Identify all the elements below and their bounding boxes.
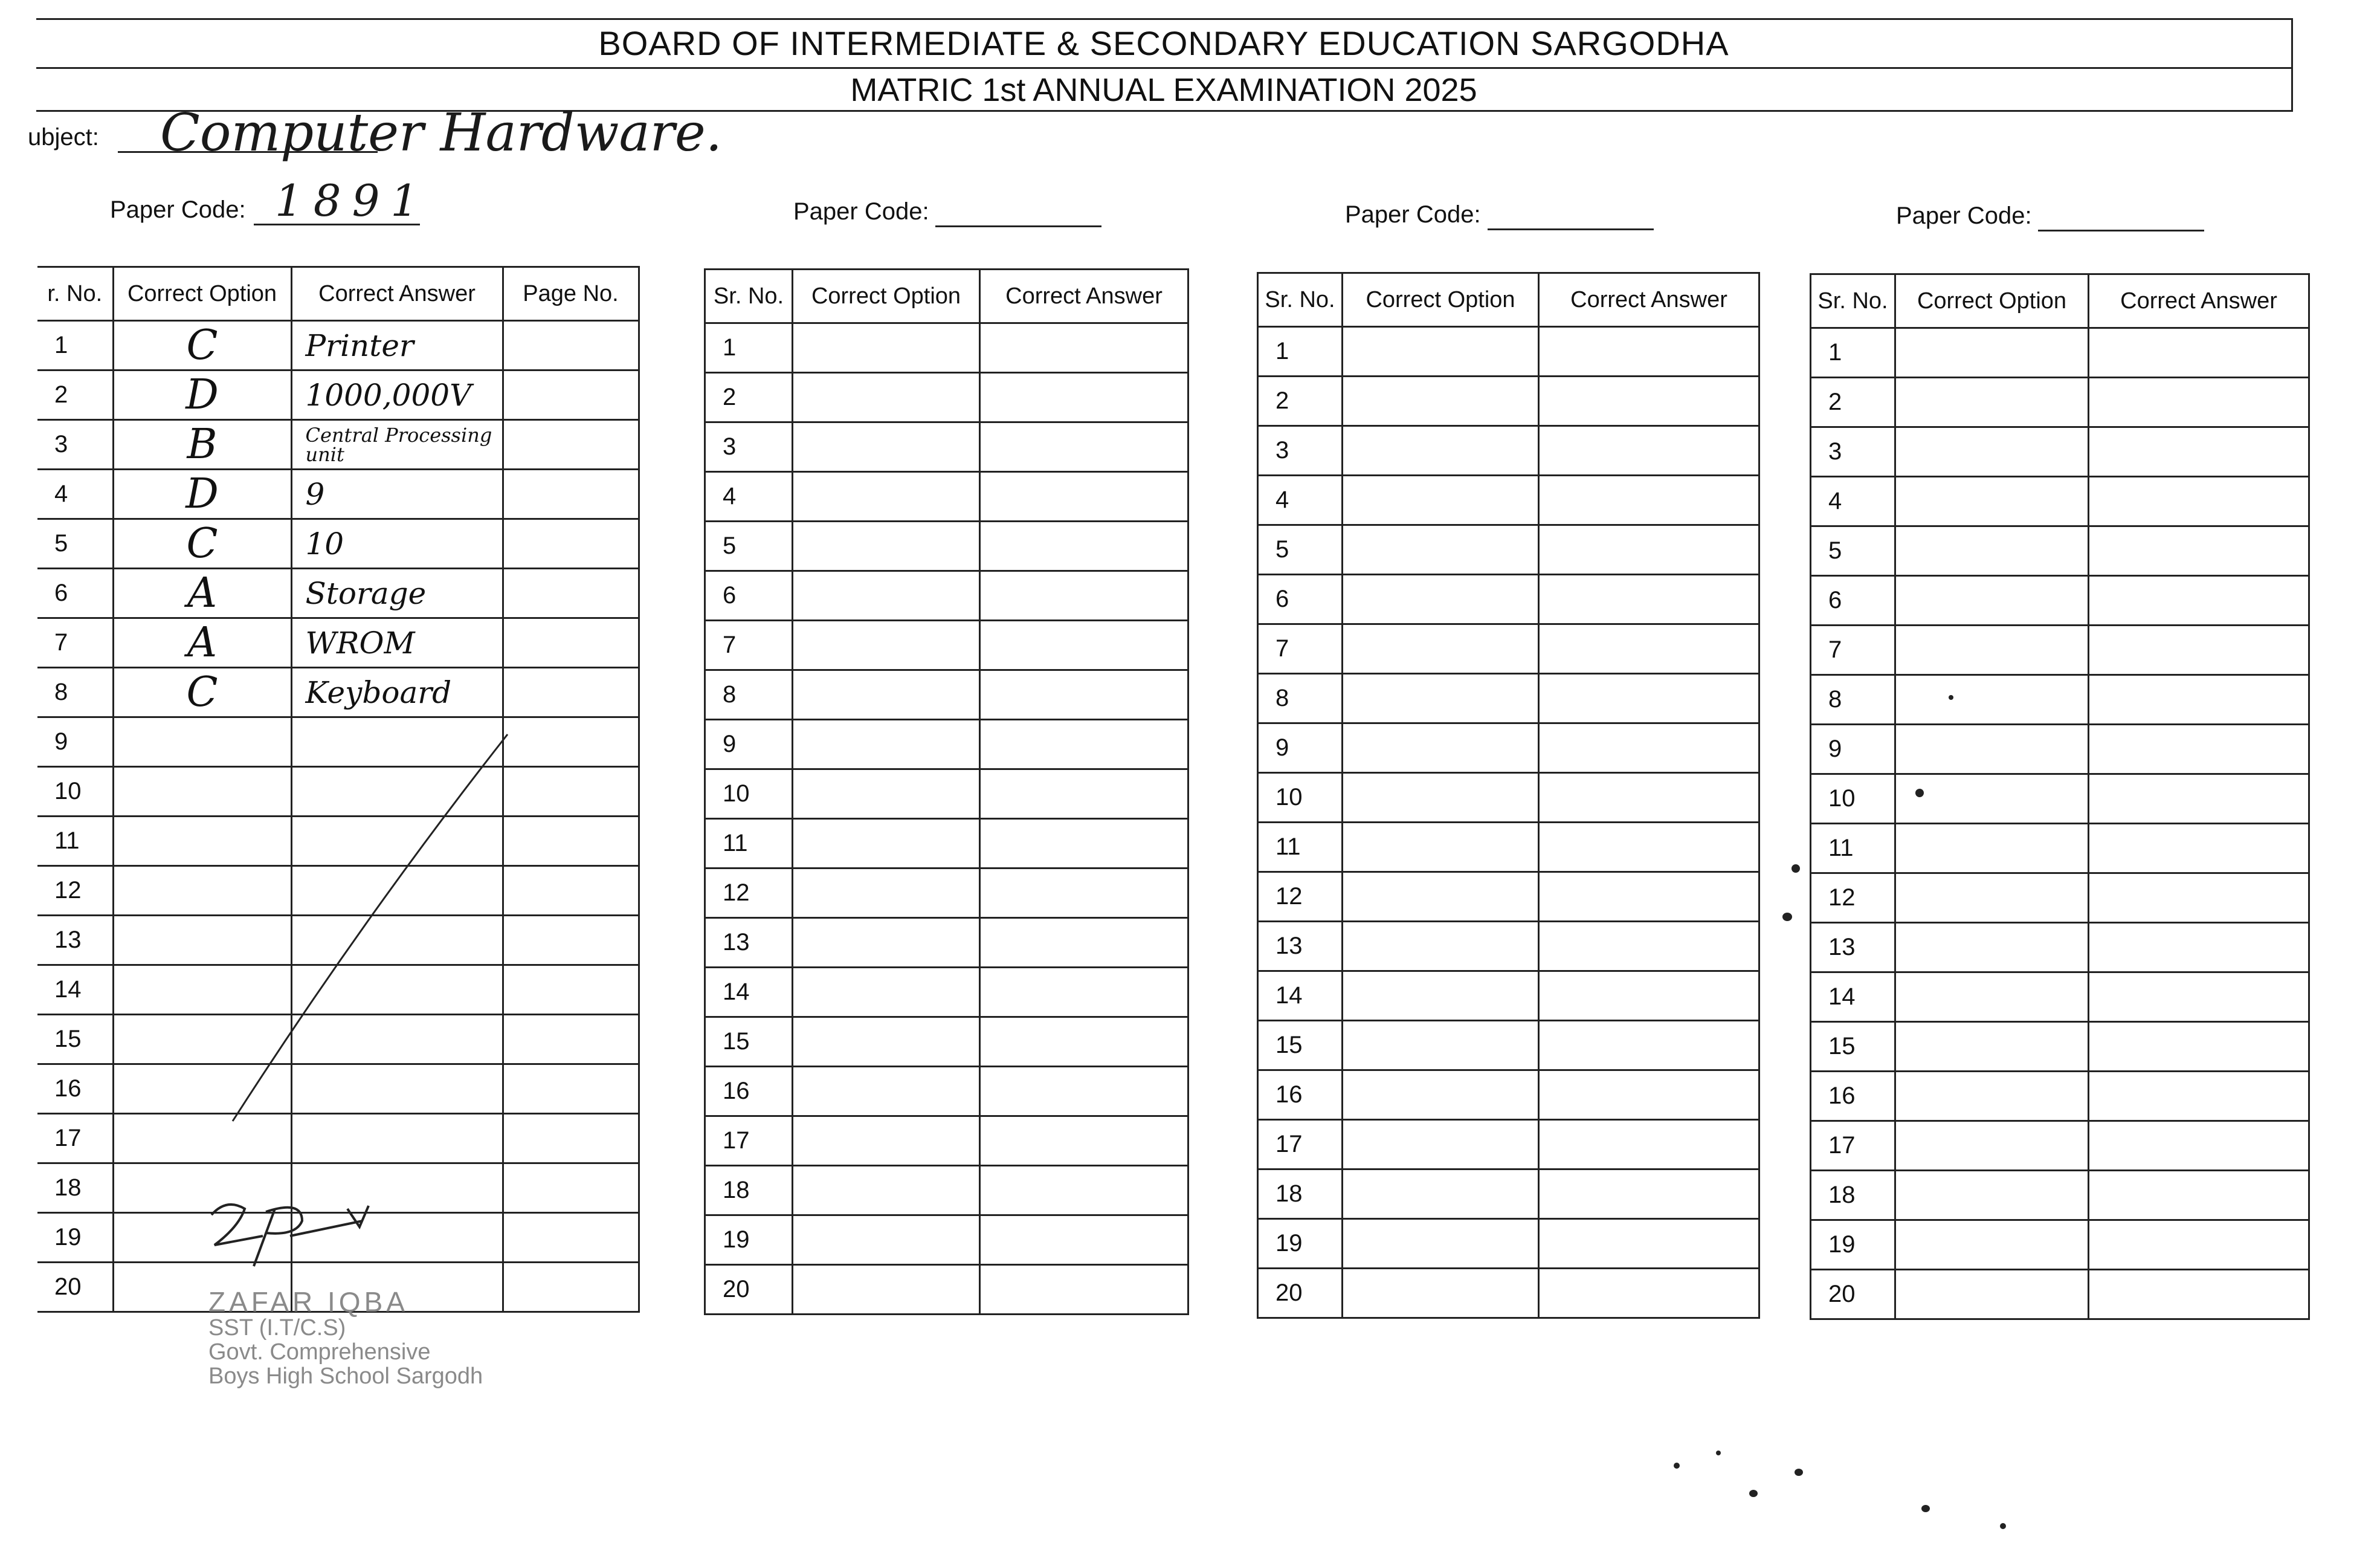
sr-no-cell: 1 — [37, 321, 113, 370]
sr-no-cell: 12 — [37, 866, 113, 916]
sr-no-cell: 15 — [1811, 1022, 1895, 1072]
paper-code-label-1: Paper Code: — [110, 196, 246, 223]
sr-no-cell: 3 — [1811, 427, 1895, 477]
sr-no-cell: 4 — [1811, 477, 1895, 526]
col-header-option: Correct Option — [1895, 274, 2089, 328]
sr-no-cell: 19 — [1811, 1220, 1895, 1270]
stamp-title: SST (I.T/C.S) — [208, 1315, 346, 1341]
sr-no-cell: 7 — [1811, 626, 1895, 675]
sr-no-cell: 8 — [1811, 675, 1895, 725]
ink-speck — [1782, 913, 1792, 921]
correct-answer-cell: Printer — [291, 321, 503, 370]
paper-code-label-4: Paper Code: — [1896, 202, 2032, 229]
sr-no-cell: 17 — [37, 1114, 113, 1163]
correct-option-cell: D — [113, 470, 291, 519]
sr-no-cell: 4 — [1258, 476, 1343, 525]
col-header-answer: Correct Answer — [980, 270, 1188, 323]
sr-no-cell: 16 — [1258, 1070, 1343, 1120]
sr-no-cell: 13 — [37, 916, 113, 965]
ink-speck — [1795, 1469, 1803, 1476]
sr-no-cell: 1 — [1811, 328, 1895, 378]
sr-no-cell: 8 — [705, 670, 793, 720]
sr-no-cell: 13 — [1258, 922, 1343, 971]
col-header-page: Page No. — [503, 267, 639, 321]
ink-speck — [2000, 1523, 2006, 1529]
ink-speck — [1949, 695, 1953, 700]
correct-answer-cell: Storage — [291, 569, 503, 618]
sr-no-cell: 11 — [1811, 824, 1895, 873]
col-header-option: Correct Option — [113, 267, 291, 321]
correct-option-cell: C — [113, 519, 291, 569]
paper-code-value-1: 1891 — [275, 175, 430, 226]
correct-answer-cell: Keyboard — [291, 668, 503, 717]
ink-speck — [1716, 1451, 1721, 1455]
correct-option-cell: C — [113, 321, 291, 370]
sr-no-cell: 13 — [705, 918, 793, 968]
correct-option-cell: A — [113, 569, 291, 618]
sr-no-cell: 15 — [37, 1015, 113, 1064]
sr-no-cell: 20 — [1811, 1270, 1895, 1319]
correct-answer-cell: Central Processing unit — [291, 420, 503, 470]
sr-no-cell: 3 — [37, 420, 113, 470]
sr-no-cell: 4 — [705, 472, 793, 522]
ink-speck — [1749, 1490, 1758, 1497]
sr-no-cell: 5 — [37, 519, 113, 569]
sr-no-cell: 6 — [1258, 575, 1343, 624]
sr-no-cell: 19 — [705, 1215, 793, 1265]
sr-no-cell: 8 — [1258, 674, 1343, 723]
sr-no-cell: 2 — [1258, 377, 1343, 426]
cross-out-stroke — [233, 734, 508, 1121]
sr-no-cell: 7 — [37, 618, 113, 668]
sr-no-cell: 18 — [37, 1163, 113, 1213]
ink-speck — [1674, 1463, 1680, 1469]
ink-speck — [1921, 1505, 1930, 1512]
correct-option-cell: D — [113, 370, 291, 420]
teacher-stamp — [208, 1287, 483, 1389]
sr-no-cell: 6 — [37, 569, 113, 618]
signature-mark — [211, 1205, 369, 1266]
sr-no-cell: 12 — [1811, 873, 1895, 923]
correct-option-cell: B — [113, 420, 291, 470]
sr-no-cell: 7 — [1258, 624, 1343, 674]
sr-no-cell: 13 — [1811, 923, 1895, 972]
sr-no-cell: 1 — [705, 323, 793, 373]
sr-no-cell: 11 — [705, 819, 793, 869]
sr-no-cell: 10 — [37, 767, 113, 817]
col-header-sr: r. No. — [37, 267, 113, 321]
ink-speck — [1915, 789, 1924, 797]
sr-no-cell: 2 — [705, 373, 793, 422]
sr-no-cell: 8 — [37, 668, 113, 717]
stamp-school-line-1: Govt. Comprehensive — [208, 1339, 431, 1365]
exam-title: MATRIC 1st ANNUAL EXAMINATION 2025 — [36, 67, 2291, 114]
stamp-school-line-2: Boys High School Sargodh — [208, 1363, 483, 1389]
sr-no-cell: 6 — [1811, 576, 1895, 626]
sr-no-cell: 15 — [705, 1017, 793, 1067]
sr-no-cell: 2 — [1811, 378, 1895, 427]
subject-value: Computer Hardware. — [160, 103, 723, 163]
paper-code-label-2: Paper Code: — [793, 198, 929, 225]
sr-no-cell: 19 — [37, 1213, 113, 1263]
sr-no-cell: 5 — [705, 522, 793, 571]
sr-no-cell: 12 — [705, 869, 793, 918]
col-header-sr: Sr. No. — [1258, 273, 1343, 327]
col-header-answer: Correct Answer — [2089, 274, 2309, 328]
sr-no-cell: 16 — [37, 1064, 113, 1114]
sr-no-cell: 17 — [1811, 1121, 1895, 1171]
correct-answer-cell: 9 — [291, 470, 503, 519]
sr-no-cell: 18 — [1811, 1171, 1895, 1220]
col-header-answer: Correct Answer — [1539, 273, 1759, 327]
sr-no-cell: 14 — [1258, 971, 1343, 1021]
sr-no-cell: 6 — [705, 571, 793, 621]
sr-no-cell: 1 — [1258, 327, 1343, 377]
sr-no-cell: 10 — [705, 769, 793, 819]
sr-no-cell: 9 — [1258, 723, 1343, 773]
sr-no-cell: 9 — [1811, 725, 1895, 774]
sr-no-cell: 7 — [705, 621, 793, 670]
sr-no-cell: 12 — [1258, 872, 1343, 922]
sr-no-cell: 3 — [1258, 426, 1343, 476]
sr-no-cell: 9 — [705, 720, 793, 769]
correct-answer-cell: WROM — [291, 618, 503, 668]
paper-code-label-3: Paper Code: — [1345, 201, 1481, 228]
sr-no-cell: 11 — [1258, 823, 1343, 872]
stamp-name: ZAFAR IQBA — [208, 1286, 408, 1318]
correct-option-cell: C — [113, 668, 291, 717]
sr-no-cell: 17 — [705, 1116, 793, 1166]
col-header-sr: Sr. No. — [705, 270, 793, 323]
sr-no-cell: 4 — [37, 470, 113, 519]
sr-no-cell: 16 — [1811, 1072, 1895, 1121]
col-header-option: Correct Option — [793, 270, 980, 323]
sr-no-cell: 5 — [1811, 526, 1895, 576]
sr-no-cell: 20 — [37, 1263, 113, 1312]
correct-answer-cell: 10 — [291, 519, 503, 569]
sr-no-cell: 11 — [37, 817, 113, 866]
sr-no-cell: 10 — [1258, 773, 1343, 823]
sr-no-cell: 2 — [37, 370, 113, 420]
col-header-option: Correct Option — [1343, 273, 1539, 327]
sr-no-cell: 10 — [1811, 774, 1895, 824]
subject-label: ubject: — [28, 124, 99, 150]
sr-no-cell: 5 — [1258, 525, 1343, 575]
ink-speck — [1791, 864, 1800, 873]
sr-no-cell: 18 — [705, 1166, 793, 1215]
col-header-answer: Correct Answer — [291, 267, 503, 321]
sr-no-cell: 14 — [1811, 972, 1895, 1022]
sr-no-cell: 3 — [705, 422, 793, 472]
sr-no-cell: 14 — [37, 965, 113, 1015]
correct-answer-cell: 1000,000V — [291, 370, 503, 420]
sr-no-cell: 9 — [37, 717, 113, 767]
board-title: BOARD OF INTERMEDIATE & SECONDARY EDUCATION SARGODHA — [598, 24, 1729, 62]
sr-no-cell: 16 — [705, 1067, 793, 1116]
sr-no-cell: 14 — [705, 968, 793, 1017]
col-header-sr: Sr. No. — [1811, 274, 1895, 328]
sr-no-cell: 20 — [1258, 1269, 1343, 1318]
sr-no-cell: 20 — [705, 1265, 793, 1315]
sr-no-cell: 15 — [1258, 1021, 1343, 1070]
sr-no-cell: 19 — [1258, 1219, 1343, 1269]
sr-no-cell: 17 — [1258, 1120, 1343, 1169]
sr-no-cell: 18 — [1258, 1169, 1343, 1219]
correct-option-cell: A — [113, 618, 291, 668]
